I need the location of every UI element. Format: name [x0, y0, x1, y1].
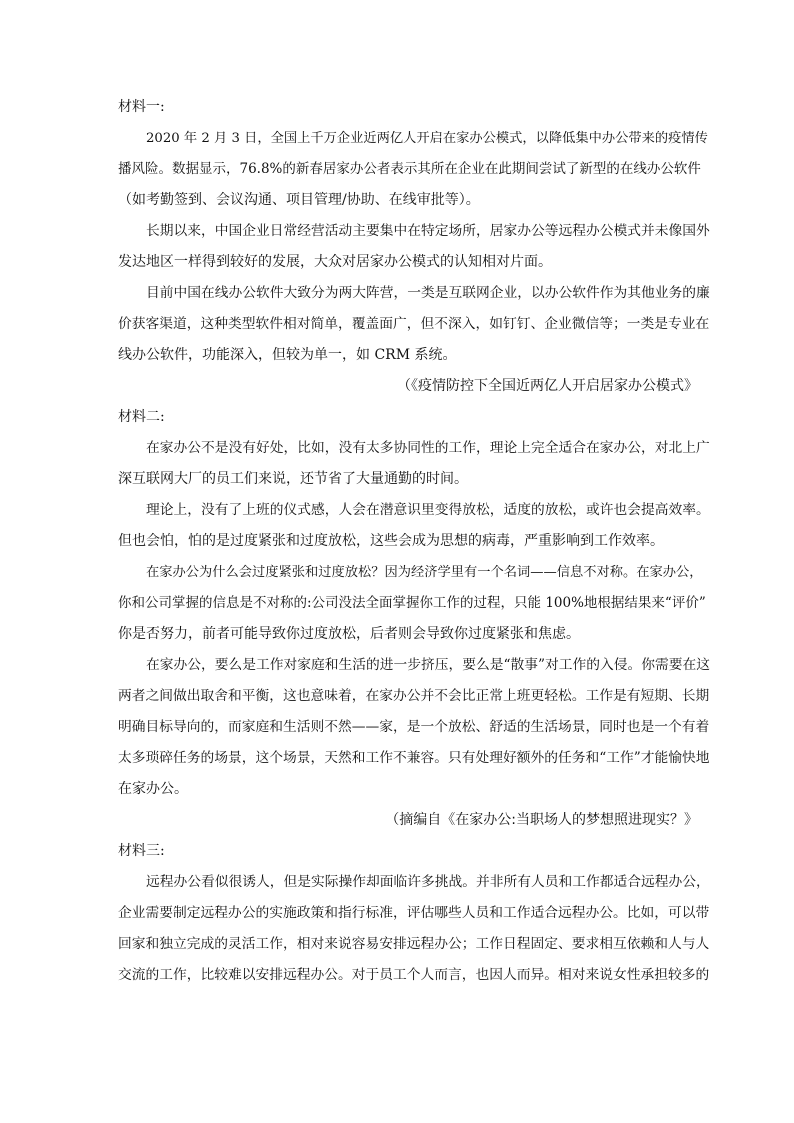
paragraph-line: 在家办公，要么是工作对家庭和生活的进一步挤压，要么是“散事”对工作的入侵。你需要在这: [146, 657, 711, 673]
material-2-paragraph-4: [118, 650, 710, 805]
paragraph-line: 在家办公不是没有好处，比如，没有太多协同性的工作，理论上完全适合在家办公，对北上广: [146, 440, 710, 456]
material-2-paragraph-2: [118, 495, 710, 557]
paragraph-line: 在家办公为什么会过度紧张和过度放松？因为经济学里有一个名词——信息不对称。在家办公，: [146, 565, 703, 580]
paragraph-line: 线办公软件，功能深入，但较为单一，如 CRM 系统。: [118, 347, 457, 363]
paragraph-line: 明确目标导向的，而家庭和生活则不然——家，是一个放松、舒适的生活场景，同时也是一个有着: [118, 719, 710, 735]
paragraph-line: 播风险。数据显示，76.8%的新春居家办公者表示其所在企业在此期间尝试了新型的在线办公软件: [118, 161, 701, 177]
paragraph-line: 太多琐碎任务的场景，这个场景，天然和工作不兼容。只有处理好额外的任务和“工作”才能愉快地: [118, 750, 710, 766]
material-2-paragraph-1: [118, 433, 710, 495]
paragraph-line: （如考勤签到、会议沟通、项目管理/协助、在线审批等）。: [118, 192, 480, 208]
material-1-paragraph-1: [118, 123, 710, 216]
paragraph-line: 你是否努力，前者可能导致你过度放松，后者则会导致你过度紧张和焦虑。: [118, 626, 580, 642]
paragraph-line: 但也会怕，怕的是过度紧张和过度放松，这些会成为思想的病毒，严重影响到工作效率。: [118, 533, 664, 549]
paragraph-line: 目前中国在线办公软件大致分为两大阵营，一类是互联网企业，以办公软件作为其他业务的廉: [146, 285, 710, 301]
paragraph-line: 价获客渠道，这种类型软件相对简单，覆盖面广，但不深入，如钉钉、企业微信等；一类是专业在: [118, 316, 710, 332]
material-2-source: （摘编自《在家办公:当职场人的梦想照进现实？》: [385, 812, 698, 828]
paragraph-line: 长期以来，中国企业日常经营活动主要集中在特定场所，居家办公等远程办公模式并未像国外: [146, 223, 710, 239]
material-1-paragraph-3: [118, 278, 710, 371]
paragraph-line: 你和公司掌握的信息是不对称的:公司没法全面掌握你工作的过程，只能 100%地根据结果来“评价”: [118, 595, 706, 611]
material-2-label: 材料二:: [118, 409, 165, 425]
paragraph-line: 回家和独立完成的灵活工作，相对来说容易安排远程办公；工作日程固定、要求相互依赖和人与人: [118, 936, 710, 952]
paragraph-line: 深互联网大厂的员工们来说，还节省了大量通勤的时间。: [118, 471, 468, 487]
paragraph-line: 交流的工作，比较难以安排远程办公。对于员工个人而言，也因人而异。相对来说女性承担较多的: [118, 967, 710, 983]
material-2-paragraph-3: [118, 557, 710, 650]
material-3-label: 材料三:: [118, 843, 165, 859]
paragraph-line: 发达地区一样得到较好的发展，大众对居家办公模式的认知相对片面。: [118, 254, 552, 270]
material-1-paragraph-2: [118, 216, 710, 278]
material-3-paragraph-1: [118, 867, 710, 991]
paragraph-line: 理论上，没有了上班的仪式感，人会在潜意识里变得放松，适度的放松，或许也会提高效率。: [146, 502, 710, 518]
paragraph-line: 远程办公看似很诱人，但是实际操作却面临许多挑战。并非所有人员和工作都适合远程办公，: [146, 874, 710, 890]
paragraph-line: 2020 年 2 月 3 日，全国上千万企业近两亿人开启在家办公模式，以降低集中办公带来的疫情传: [146, 131, 708, 146]
paragraph-line: 企业需要制定远程办公的实施政策和指行标准，评估哪些人员和工作适合远程办公。比如，可以带: [118, 905, 710, 921]
material-1-label: 材料一:: [118, 99, 165, 115]
document-page: [118, 92, 710, 991]
material-1-source: （《疫情防控下全国近两亿人开启居家办公模式》: [397, 378, 698, 394]
paragraph-line: 在家办公。: [118, 781, 188, 797]
paragraph-line: 两者之间做出取舍和平衡，这也意味着，在家办公并不会比正常上班更轻松。工作是有短期、长期: [118, 688, 710, 704]
